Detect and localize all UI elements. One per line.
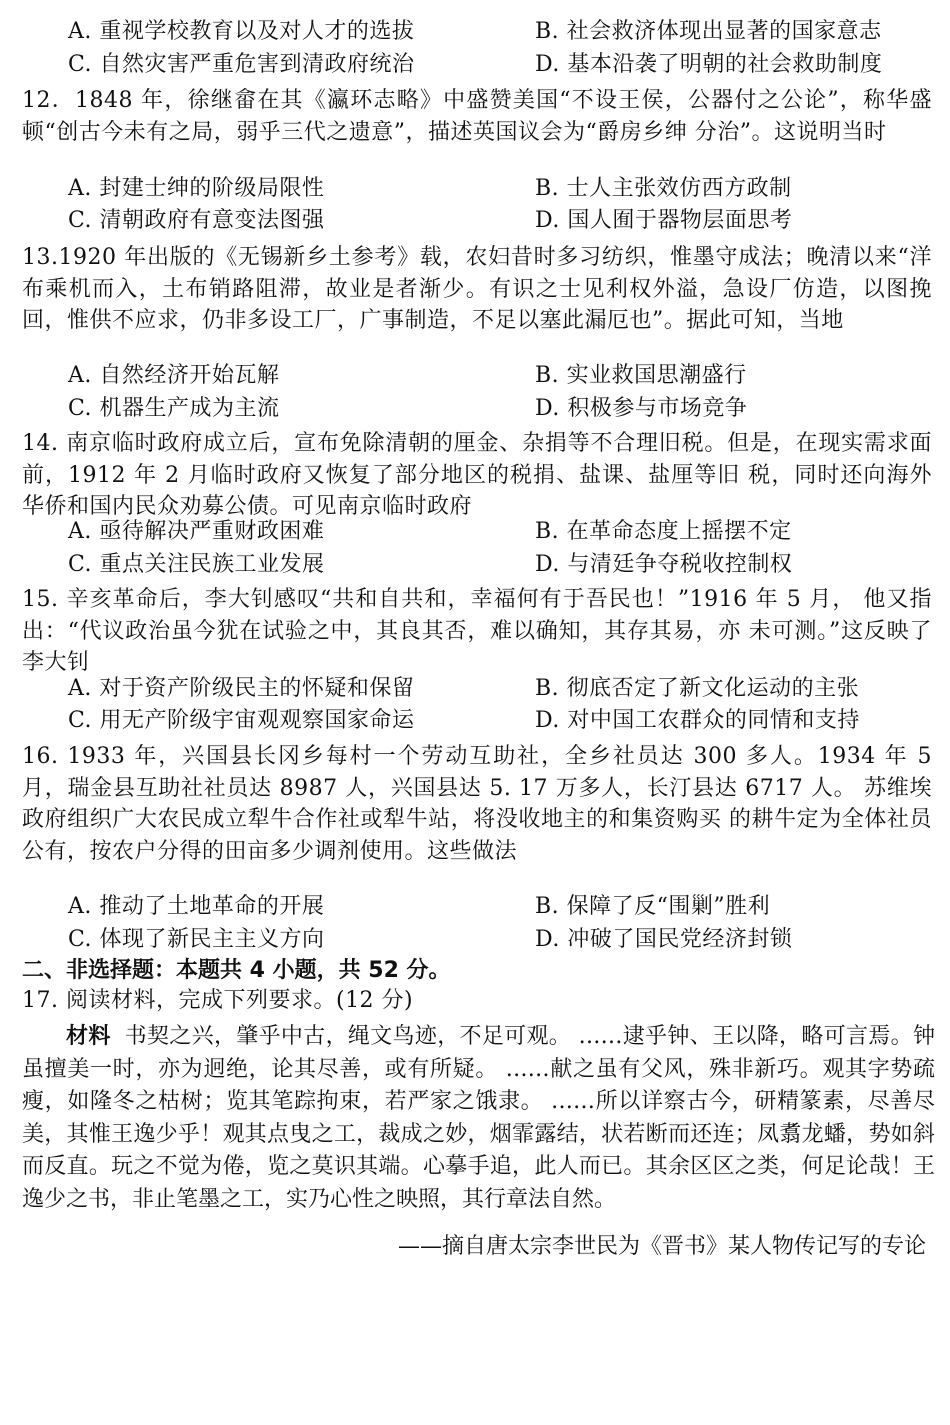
q16-stem: 16. 1933 年，兴国县长冈乡每村一个劳动互助社，全乡社员达 300 多人。1934 年 5 月，瑞金县互助社社员达 8987 人，兴国县达 5. 17 万多人，长汀县达 6717 人。 苏维埃政府组织广大农民成立犁牛合作社或犁牛站，将没收地主的和集资购买 的耕牛定为全体社员公有，按农户分得的田亩多少调剂使用。这些做法 [22,744,932,864]
q12-option-d[interactable]: D. 国人囿于器物层面思考 [535,208,793,233]
q15-stem: 15. 辛亥革命后，李大钊感叹“共和自共和，幸福何有于吾民也！”1916 年 5 月， 他又指出：“代议政治虽今犹在试验之中，其良其否，难以确知，其存其易，亦 未可测。”这反映了李大钊 [22,587,932,675]
q16-option-c[interactable]: C. 体现了新民主主义方向 [68,927,325,952]
material-text: 书契之兴，肇乎中古，绳文鸟迹，不足可观。 ……逮乎钟、王以降，略可言焉。钟虽擅美一时，亦为迥绝，论其尽善，或有所疑。 ……献之虽有父风，殊非新巧。观其字势疏瘦，如隆冬之枯树；览其笔踪拘束，若严家之饿隶。 ……所以详察古今，研精篆素，尽善尽美，其惟王逸少乎！观其点曳之工，裁成之妙，烟霏露结，状若断而还连；凤翥龙蟠，势如斜而反直。玩之不觉为倦，览之莫识其端。心摹手追，此人而已。其余区区之类，何足论哉！王逸少之书，非止笔墨之工，实乃心性之映照，其行章法自然。 [22,1024,935,1212]
q16-option-d[interactable]: D. 冲破了国民党经济封锁 [535,927,793,952]
q16-option-b[interactable]: B. 保障了反“围剿”胜利 [535,894,771,919]
q15-option-c[interactable]: C. 用无产阶级宇宙观观察国家命运 [68,708,415,733]
q11-option-c[interactable]: C. 自然灾害严重危害到清政府统治 [68,52,415,77]
q13-option-b[interactable]: B. 实业救国思潮盛行 [535,363,747,388]
q16-option-a[interactable]: A. 推动了土地革命的开展 [68,894,325,919]
q14-option-b[interactable]: B. 在革命态度上摇摆不定 [535,519,792,544]
q12-option-c[interactable]: C. 清朝政府有意变法图强 [68,208,325,233]
q15-option-d[interactable]: D. 对中国工农群众的同情和支持 [535,708,860,733]
q13-option-c[interactable]: C. 机器生产成为主流 [68,396,280,421]
q17-material [22,1020,935,1216]
section-heading: 二、非选择题：本题共 4 小题，共 52 分。 [22,958,451,983]
q11-option-a[interactable]: A. 重视学校教育以及对人才的选拔 [68,19,415,44]
q17-stem: 17. 阅读材料，完成下列要求。(12 分) [22,988,414,1013]
q15-option-a[interactable]: A. 对于资产阶级民主的怀疑和保留 [68,676,415,701]
q12-option-a[interactable]: A. 封建士绅的阶级局限性 [68,176,325,201]
q12-stem: 12．1848 年，徐继畲在其《瀛环志略》中盛赞美国“不设王侯，公器付之公论”，称华盛顿“创古今未有之局，弱乎三代之遗意”，描述英国议会为“爵房乡绅 分治”。这说明当时 [22,88,932,145]
material-label: 材料 [66,1023,111,1049]
q11-option-b[interactable]: B. 社会救济体现出显著的国家意志 [535,19,882,44]
q11-option-d[interactable]: D. 基本沿袭了明朝的社会救助制度 [535,52,883,77]
q14-option-c[interactable]: C. 重点关注民族工业发展 [68,552,325,577]
material-source: ——摘自唐太宗李世民为《晋书》某人物传记写的专论 [397,1234,926,1259]
q13-option-d[interactable]: D. 积极参与市场竞争 [535,396,748,421]
q14-stem: 14. 南京临时政府成立后，宣布免除清朝的厘金、杂捐等不合理旧税。但是，在现实需求面前，1912 年 2 月临时政府又恢复了部分地区的税捐、盐课、盐厘等旧 税，同时还向海外华侨和国内民众劝募公债。可见南京临时政府 [22,431,932,519]
q13-option-a[interactable]: A. 自然经济开始瓦解 [68,363,280,388]
q13-stem: 13.1920 年出版的《无锡新乡土参考》载，农妇昔时多习纺织，惟墨守成法；晚清以来“洋布乘机而入，土布销路阻滞，故业是者渐少。有识之士见利权外溢，急设厂仿造，以图挽回，惟供不应求，仍非多设工厂，广事制造，不足以塞此漏厄也”。据此可知，当地 [22,245,932,333]
q12-option-b[interactable]: B. 士人主张效仿西方政制 [535,176,792,201]
q15-option-b[interactable]: B. 彻底否定了新文化运动的主张 [535,676,860,701]
q14-option-d[interactable]: D. 与清廷争夺税收控制权 [535,552,793,577]
q14-option-a[interactable]: A. 亟待解决严重财政困难 [68,519,325,544]
